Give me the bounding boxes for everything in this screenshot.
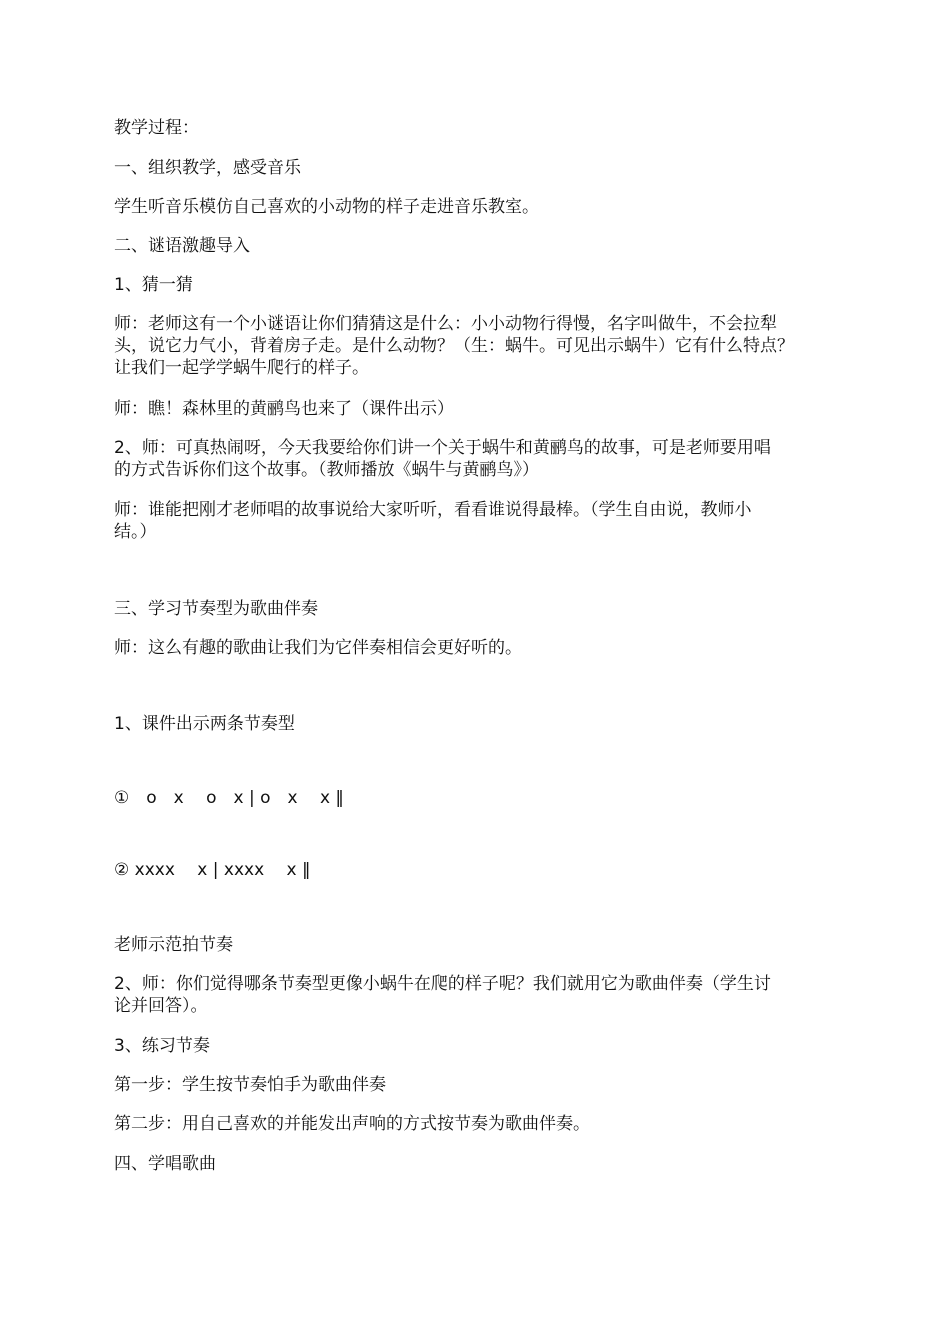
section-3-item-3: 3、练习节奏 [114,1036,210,1056]
section-4-title: 四、学唱歌曲 [114,1154,216,1174]
retell-line-2: 结。） [114,522,157,542]
oriole-paragraph: 师：瞧！森林里的黄鹂鸟也来了（课件出示） [114,399,454,419]
teacher-demo-line: 老师示范拍节奏 [114,935,233,955]
step-1: 第一步：学生按节奏怕手为歌曲伴奏 [114,1075,386,1095]
retell-line-1: 师：谁能把刚才老师唱的故事说给大家听听，看看谁说得最棒。（学生自由说，教师小 [114,500,752,520]
section-1-title: 一、组织教学，感受音乐 [114,158,301,178]
section-1-text: 学生听音乐模仿自己喜欢的小动物的样子走进音乐教室。 [114,197,539,217]
riddle-line-2: 头，说它力气小，背着房子走。是什么动物？（生：蜗牛。可见出示蜗牛）它有什么特点？ [114,336,794,356]
riddle-line-3: 让我们一起学学蜗牛爬行的样子。 [114,358,369,378]
riddle-paragraph [114,313,814,379]
rhythm-pattern-1: ① o x o x | o x x ‖ [114,788,344,808]
section-2-title: 二、谜语激趣导入 [114,236,250,256]
section-2-item-1: 1、猜一猜 [114,275,193,295]
section-3-item-2 [114,973,814,1017]
section-3-item-1: 1、课件出示两条节奏型 [114,714,295,734]
story-paragraph [114,437,814,481]
step-2: 第二步：用自己喜欢的并能发出声响的方式按节奏为歌曲伴奏。 [114,1114,590,1134]
section-3-intro: 师：这么有趣的歌曲让我们为它伴奏相信会更好听的。 [114,638,522,658]
heading: 教学过程： [114,118,199,138]
retell-paragraph [114,499,814,543]
story-line-2: 的方式告诉你们这个故事。（教师播放《蜗牛与黄鹂鸟》） [114,460,539,480]
section-3-title: 三、学习节奏型为歌曲伴奏 [114,599,318,619]
riddle-line-1: 师：老师这有一个小谜语让你们猜猜这是什么：小小动物行得慢，名字叫做牛，不会拉犁 [114,314,777,334]
story-line-1: 2、师：可真热闹呀，今天我要给你们讲一个关于蜗牛和黄鹂鸟的故事，可是老师要用唱 [114,438,771,458]
item-2-line-2: 论并回答）。 [114,996,208,1016]
rhythm-pattern-2: ② xxxx x | xxxx x ‖ [114,860,311,880]
item-2-line-1: 2、师：你们觉得哪条节奏型更像小蜗牛在爬的样子呢？我们就用它为歌曲伴奏（学生讨 [114,974,771,994]
